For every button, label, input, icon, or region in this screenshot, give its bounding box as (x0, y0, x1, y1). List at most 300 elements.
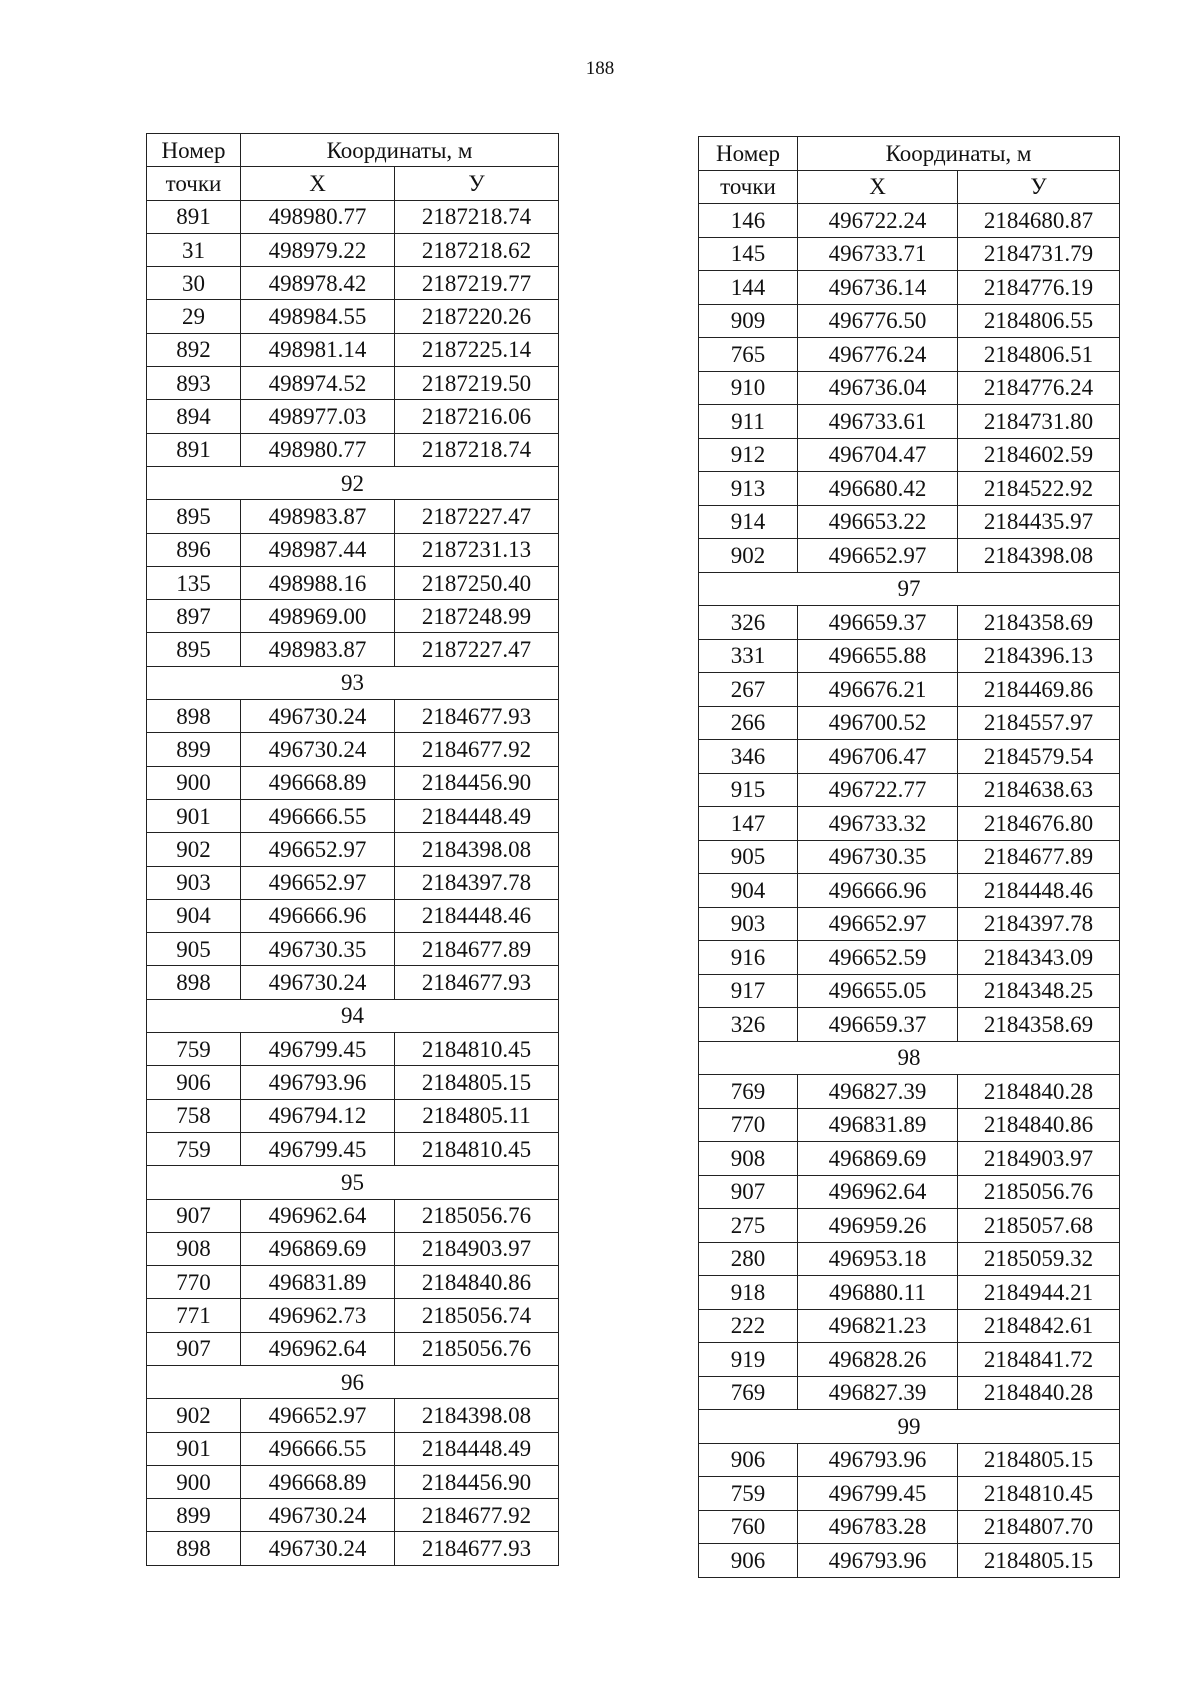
y-coordinate-cell: 2184677.92 (395, 1499, 559, 1532)
y-coordinate-cell: 2184810.45 (958, 1477, 1120, 1511)
table-row (147, 700, 559, 733)
table-row (147, 533, 559, 566)
table-row (147, 1199, 559, 1232)
point-number-cell: 280 (699, 1242, 798, 1276)
point-number-cell: 915 (699, 773, 798, 807)
coordinates-table-right (698, 136, 1120, 1578)
y-coordinate-cell: 2187220.26 (395, 300, 559, 333)
table-row (699, 1209, 1120, 1243)
x-coordinate-cell: 496794.12 (241, 1099, 395, 1132)
y-coordinate-cell: 2184456.90 (395, 766, 559, 799)
point-number-cell: 891 (147, 433, 241, 466)
x-coordinate-cell: 496827.39 (798, 1075, 958, 1109)
point-number-cell: 903 (147, 866, 241, 899)
y-coordinate-cell: 2184807.70 (958, 1510, 1120, 1544)
y-coordinate-cell: 2184805.15 (395, 1066, 559, 1099)
x-coordinate-cell: 496962.73 (241, 1299, 395, 1332)
section-number: 97 (699, 572, 1120, 606)
y-coordinate-cell: 2184602.59 (958, 438, 1120, 472)
y-coordinate-cell: 2184448.49 (395, 799, 559, 832)
x-coordinate-cell: 498980.77 (241, 433, 395, 466)
x-coordinate-cell: 496676.21 (798, 673, 958, 707)
point-number-cell: 908 (699, 1142, 798, 1176)
y-coordinate-cell: 2187231.13 (395, 533, 559, 566)
point-number-cell: 916 (699, 941, 798, 975)
table-row (699, 773, 1120, 807)
section-row (147, 1365, 559, 1398)
table-row (699, 673, 1120, 707)
table-row (147, 233, 559, 266)
section-row (147, 666, 559, 699)
point-number-cell: 900 (147, 766, 241, 799)
table-row (699, 1309, 1120, 1343)
x-coordinate-cell: 496730.35 (798, 840, 958, 874)
x-coordinate-cell: 496821.23 (798, 1309, 958, 1343)
y-coordinate-cell: 2184840.28 (958, 1376, 1120, 1410)
table-row (147, 633, 559, 666)
y-coordinate-cell: 2184358.69 (958, 606, 1120, 640)
x-coordinate-cell: 496793.96 (241, 1066, 395, 1099)
section-row (147, 999, 559, 1032)
y-coordinate-cell: 2184805.11 (395, 1099, 559, 1132)
point-number-cell: 144 (699, 271, 798, 305)
y-coordinate-cell: 2184810.45 (395, 1132, 559, 1165)
x-coordinate-cell: 496655.88 (798, 639, 958, 673)
x-coordinate-cell: 498988.16 (241, 566, 395, 599)
point-number-cell: 908 (147, 1232, 241, 1265)
y-coordinate-cell: 2184776.19 (958, 271, 1120, 305)
x-column-header: Х (241, 167, 395, 200)
table-row (699, 941, 1120, 975)
table-row (147, 966, 559, 999)
y-coordinate-cell: 2184396.13 (958, 639, 1120, 673)
x-coordinate-cell: 496730.24 (241, 966, 395, 999)
y-coordinate-cell: 2184677.93 (395, 966, 559, 999)
table-row (699, 304, 1120, 338)
table-row (699, 1544, 1120, 1578)
table-row (699, 438, 1120, 472)
page-number: 188 (585, 58, 615, 79)
point-number-cell: 331 (699, 639, 798, 673)
x-coordinate-cell: 496880.11 (798, 1276, 958, 1310)
table-row (147, 1033, 559, 1066)
section-row (147, 466, 559, 499)
point-number-cell: 919 (699, 1343, 798, 1377)
y-coordinate-cell: 2184676.80 (958, 807, 1120, 841)
section-row (699, 1410, 1120, 1444)
table-row (147, 733, 559, 766)
section-number: 95 (147, 1166, 559, 1199)
point-number-cell: 898 (147, 700, 241, 733)
x-coordinate-cell: 496730.24 (241, 733, 395, 766)
table-row (147, 1099, 559, 1132)
y-coordinate-cell: 2184944.21 (958, 1276, 1120, 1310)
x-coordinate-cell: 498969.00 (241, 600, 395, 633)
point-number-cell: 901 (147, 799, 241, 832)
y-coordinate-cell: 2185056.76 (395, 1332, 559, 1365)
y-coordinate-cell: 2184805.15 (958, 1443, 1120, 1477)
y-coordinate-cell: 2185057.68 (958, 1209, 1120, 1243)
table-row (699, 1343, 1120, 1377)
point-number-cell: 769 (699, 1075, 798, 1109)
y-coordinate-cell: 2187218.74 (395, 433, 559, 466)
x-coordinate-cell: 496668.89 (241, 766, 395, 799)
point-number-cell: 31 (147, 233, 241, 266)
table-row (147, 833, 559, 866)
y-column-header: У (958, 170, 1120, 204)
point-number-cell: 898 (147, 966, 241, 999)
x-coordinate-cell: 496704.47 (798, 438, 958, 472)
point-number-cell: 907 (699, 1175, 798, 1209)
y-coordinate-cell: 2185056.76 (958, 1175, 1120, 1209)
table-row (147, 799, 559, 832)
x-coordinate-cell: 496652.97 (798, 539, 958, 573)
table-row (699, 706, 1120, 740)
y-coordinate-cell: 2184903.97 (395, 1232, 559, 1265)
point-number-cell: 905 (699, 840, 798, 874)
x-coordinate-cell: 496828.26 (798, 1343, 958, 1377)
y-coordinate-cell: 2184903.97 (958, 1142, 1120, 1176)
table-row (147, 899, 559, 932)
point-number-cell: 759 (699, 1477, 798, 1511)
x-coordinate-cell: 496962.64 (241, 1199, 395, 1232)
point-number-cell: 895 (147, 500, 241, 533)
y-coordinate-cell: 2184731.79 (958, 237, 1120, 271)
x-coordinate-cell: 496733.61 (798, 405, 958, 439)
x-coordinate-cell: 496736.14 (798, 271, 958, 305)
section-number: 98 (699, 1041, 1120, 1075)
point-number-cell: 898 (147, 1532, 241, 1565)
x-coordinate-cell: 496652.97 (241, 833, 395, 866)
x-coordinate-cell: 496730.35 (241, 933, 395, 966)
table-row (699, 371, 1120, 405)
point-number-cell: 266 (699, 706, 798, 740)
point-number-cell: 893 (147, 367, 241, 400)
x-coordinate-cell: 496652.97 (798, 907, 958, 941)
table-row (147, 1432, 559, 1465)
table-row (147, 200, 559, 233)
y-coordinate-cell: 2184842.61 (958, 1309, 1120, 1343)
point-number-header-bottom: точки (147, 167, 241, 200)
x-coordinate-cell: 498981.14 (241, 333, 395, 366)
point-number-cell: 902 (147, 1399, 241, 1432)
table-row (147, 400, 559, 433)
table-row (699, 606, 1120, 640)
x-coordinate-cell: 498974.52 (241, 367, 395, 400)
y-coordinate-cell: 2184677.92 (395, 733, 559, 766)
point-number-header-bottom: точки (699, 170, 798, 204)
y-coordinate-cell: 2184448.46 (958, 874, 1120, 908)
point-number-cell: 902 (699, 539, 798, 573)
point-number-cell: 906 (147, 1066, 241, 1099)
point-number-header-top: Номер (147, 134, 241, 167)
x-coordinate-cell: 498979.22 (241, 233, 395, 266)
table-row (699, 338, 1120, 372)
table-row (699, 237, 1120, 271)
x-coordinate-cell: 496666.55 (241, 1432, 395, 1465)
y-coordinate-cell: 2187248.99 (395, 600, 559, 633)
x-coordinate-cell: 496659.37 (798, 606, 958, 640)
point-number-header-top: Номер (699, 137, 798, 171)
section-number: 92 (147, 466, 559, 499)
point-number-cell: 326 (699, 1008, 798, 1042)
x-coordinate-cell: 496869.69 (241, 1232, 395, 1265)
x-coordinate-cell: 496652.59 (798, 941, 958, 975)
x-coordinate-cell: 498983.87 (241, 633, 395, 666)
table-row (147, 433, 559, 466)
x-coordinate-cell: 496799.45 (241, 1033, 395, 1066)
section-row (147, 1166, 559, 1199)
point-number-cell: 909 (699, 304, 798, 338)
point-number-cell: 902 (147, 833, 241, 866)
x-coordinate-cell: 496652.97 (241, 866, 395, 899)
point-number-cell: 904 (147, 899, 241, 932)
table-row (147, 267, 559, 300)
section-row (699, 572, 1120, 606)
section-number: 94 (147, 999, 559, 1032)
x-coordinate-cell: 496730.24 (241, 700, 395, 733)
x-coordinate-cell: 496666.96 (798, 874, 958, 908)
x-coordinate-cell: 496793.96 (798, 1544, 958, 1578)
x-coordinate-cell: 496953.18 (798, 1242, 958, 1276)
x-coordinate-cell: 496652.97 (241, 1399, 395, 1432)
header-row (147, 167, 559, 200)
table-row (699, 807, 1120, 841)
y-column-header: У (395, 167, 559, 200)
y-coordinate-cell: 2184806.55 (958, 304, 1120, 338)
x-coordinate-cell: 496776.24 (798, 338, 958, 372)
point-number-cell: 917 (699, 974, 798, 1008)
x-coordinate-cell: 496730.24 (241, 1499, 395, 1532)
table-row (699, 840, 1120, 874)
y-coordinate-cell: 2184840.86 (395, 1266, 559, 1299)
x-coordinate-cell: 496827.39 (798, 1376, 958, 1410)
x-coordinate-cell: 496668.89 (241, 1465, 395, 1498)
y-coordinate-cell: 2184677.89 (958, 840, 1120, 874)
y-coordinate-cell: 2184677.93 (395, 1532, 559, 1565)
y-coordinate-cell: 2184806.51 (958, 338, 1120, 372)
x-coordinate-cell: 496776.50 (798, 304, 958, 338)
y-coordinate-cell: 2184456.90 (395, 1465, 559, 1498)
x-coordinate-cell: 496700.52 (798, 706, 958, 740)
table-row (699, 472, 1120, 506)
table-row (147, 1232, 559, 1265)
coordinates-header: Координаты, м (798, 137, 1120, 171)
point-number-cell: 910 (699, 371, 798, 405)
table-row (147, 1299, 559, 1332)
table-row (699, 204, 1120, 238)
y-coordinate-cell: 2184731.80 (958, 405, 1120, 439)
y-coordinate-cell: 2187219.50 (395, 367, 559, 400)
section-number: 93 (147, 666, 559, 699)
y-coordinate-cell: 2184397.78 (958, 907, 1120, 941)
x-coordinate-cell: 498983.87 (241, 500, 395, 533)
point-number-cell: 899 (147, 1499, 241, 1532)
x-coordinate-cell: 496722.77 (798, 773, 958, 807)
point-number-cell: 906 (699, 1443, 798, 1477)
y-coordinate-cell: 2185056.76 (395, 1199, 559, 1232)
table-row (147, 333, 559, 366)
table-row (699, 1075, 1120, 1109)
y-coordinate-cell: 2184435.97 (958, 505, 1120, 539)
table-row (699, 405, 1120, 439)
x-coordinate-cell: 496793.96 (798, 1443, 958, 1477)
x-coordinate-cell: 496733.71 (798, 237, 958, 271)
x-coordinate-cell: 496706.47 (798, 740, 958, 774)
y-coordinate-cell: 2184840.28 (958, 1075, 1120, 1109)
y-coordinate-cell: 2187218.74 (395, 200, 559, 233)
point-number-cell: 907 (147, 1199, 241, 1232)
x-coordinate-cell: 496653.22 (798, 505, 958, 539)
point-number-cell: 29 (147, 300, 241, 333)
y-coordinate-cell: 2184343.09 (958, 941, 1120, 975)
table-row (147, 766, 559, 799)
x-coordinate-cell: 496666.96 (241, 899, 395, 932)
point-number-cell: 326 (699, 606, 798, 640)
y-coordinate-cell: 2184841.72 (958, 1343, 1120, 1377)
y-coordinate-cell: 2184522.92 (958, 472, 1120, 506)
y-coordinate-cell: 2184557.97 (958, 706, 1120, 740)
table-row (699, 1376, 1120, 1410)
y-coordinate-cell: 2184677.93 (395, 700, 559, 733)
point-number-cell: 30 (147, 267, 241, 300)
y-coordinate-cell: 2187216.06 (395, 400, 559, 433)
table-row (699, 974, 1120, 1008)
point-number-cell: 897 (147, 600, 241, 633)
table-row (147, 600, 559, 633)
point-number-cell: 770 (699, 1108, 798, 1142)
x-coordinate-cell: 496869.69 (798, 1142, 958, 1176)
header-row (699, 170, 1120, 204)
coordinates-table-left (146, 133, 559, 1566)
point-number-cell: 759 (147, 1033, 241, 1066)
y-coordinate-cell: 2184448.49 (395, 1432, 559, 1465)
point-number-cell: 760 (699, 1510, 798, 1544)
y-coordinate-cell: 2184680.87 (958, 204, 1120, 238)
x-coordinate-cell: 496962.64 (798, 1175, 958, 1209)
table-row (699, 1276, 1120, 1310)
y-coordinate-cell: 2185059.32 (958, 1242, 1120, 1276)
y-coordinate-cell: 2184579.54 (958, 740, 1120, 774)
x-coordinate-cell: 496959.26 (798, 1209, 958, 1243)
point-number-cell: 907 (147, 1332, 241, 1365)
point-number-cell: 758 (147, 1099, 241, 1132)
point-number-cell: 918 (699, 1276, 798, 1310)
table-row (699, 1108, 1120, 1142)
point-number-cell: 903 (699, 907, 798, 941)
y-coordinate-cell: 2184776.24 (958, 371, 1120, 405)
x-coordinate-cell: 496831.89 (241, 1266, 395, 1299)
x-coordinate-cell: 496730.24 (241, 1532, 395, 1565)
y-coordinate-cell: 2187225.14 (395, 333, 559, 366)
table-row (147, 1066, 559, 1099)
y-coordinate-cell: 2184638.63 (958, 773, 1120, 807)
section-number: 96 (147, 1365, 559, 1398)
point-number-cell: 346 (699, 740, 798, 774)
table-row (147, 933, 559, 966)
x-coordinate-cell: 496799.45 (241, 1132, 395, 1165)
x-coordinate-cell: 496733.32 (798, 807, 958, 841)
table-row (147, 500, 559, 533)
x-coordinate-cell: 496659.37 (798, 1008, 958, 1042)
y-coordinate-cell: 2187227.47 (395, 500, 559, 533)
point-number-cell: 147 (699, 807, 798, 841)
x-coordinate-cell: 498980.77 (241, 200, 395, 233)
y-coordinate-cell: 2184810.45 (395, 1033, 559, 1066)
y-coordinate-cell: 2184448.46 (395, 899, 559, 932)
table-row (699, 1477, 1120, 1511)
table-row (699, 874, 1120, 908)
x-coordinate-cell: 496722.24 (798, 204, 958, 238)
x-coordinate-cell: 496831.89 (798, 1108, 958, 1142)
y-coordinate-cell: 2187250.40 (395, 566, 559, 599)
x-coordinate-cell: 496655.05 (798, 974, 958, 1008)
point-number-cell: 222 (699, 1309, 798, 1343)
table-row (147, 1266, 559, 1299)
x-coordinate-cell: 496962.64 (241, 1332, 395, 1365)
y-coordinate-cell: 2184397.78 (395, 866, 559, 899)
table-row (699, 907, 1120, 941)
header-row (699, 137, 1120, 171)
y-coordinate-cell: 2187227.47 (395, 633, 559, 666)
x-coordinate-cell: 496736.04 (798, 371, 958, 405)
x-coordinate-cell: 496799.45 (798, 1477, 958, 1511)
x-coordinate-cell: 498987.44 (241, 533, 395, 566)
header-row (147, 134, 559, 167)
table-row (147, 1465, 559, 1498)
point-number-cell: 769 (699, 1376, 798, 1410)
x-coordinate-cell: 498977.03 (241, 400, 395, 433)
section-row (699, 1041, 1120, 1075)
table-row (147, 300, 559, 333)
point-number-cell: 904 (699, 874, 798, 908)
x-column-header: Х (798, 170, 958, 204)
y-coordinate-cell: 2184348.25 (958, 974, 1120, 1008)
x-coordinate-cell: 498984.55 (241, 300, 395, 333)
point-number-cell: 891 (147, 200, 241, 233)
point-number-cell: 896 (147, 533, 241, 566)
point-number-cell: 900 (147, 1465, 241, 1498)
point-number-cell: 145 (699, 237, 798, 271)
table-row (699, 1142, 1120, 1176)
y-coordinate-cell: 2184398.08 (395, 833, 559, 866)
y-coordinate-cell: 2184398.08 (958, 539, 1120, 573)
section-number: 99 (699, 1410, 1120, 1444)
point-number-cell: 912 (699, 438, 798, 472)
point-number-cell: 892 (147, 333, 241, 366)
point-number-cell: 759 (147, 1132, 241, 1165)
table-row (147, 367, 559, 400)
point-number-cell: 905 (147, 933, 241, 966)
y-coordinate-cell: 2184358.69 (958, 1008, 1120, 1042)
x-coordinate-cell: 498978.42 (241, 267, 395, 300)
table-row (147, 1499, 559, 1532)
table-row (699, 1008, 1120, 1042)
point-number-cell: 911 (699, 405, 798, 439)
y-coordinate-cell: 2184677.89 (395, 933, 559, 966)
y-coordinate-cell: 2184469.86 (958, 673, 1120, 707)
point-number-cell: 765 (699, 338, 798, 372)
table-row (699, 539, 1120, 573)
point-number-cell: 895 (147, 633, 241, 666)
x-coordinate-cell: 496680.42 (798, 472, 958, 506)
table-row (699, 1510, 1120, 1544)
point-number-cell: 914 (699, 505, 798, 539)
table-row (699, 505, 1120, 539)
table-row (147, 1399, 559, 1432)
x-coordinate-cell: 496666.55 (241, 799, 395, 832)
point-number-cell: 906 (699, 1544, 798, 1578)
